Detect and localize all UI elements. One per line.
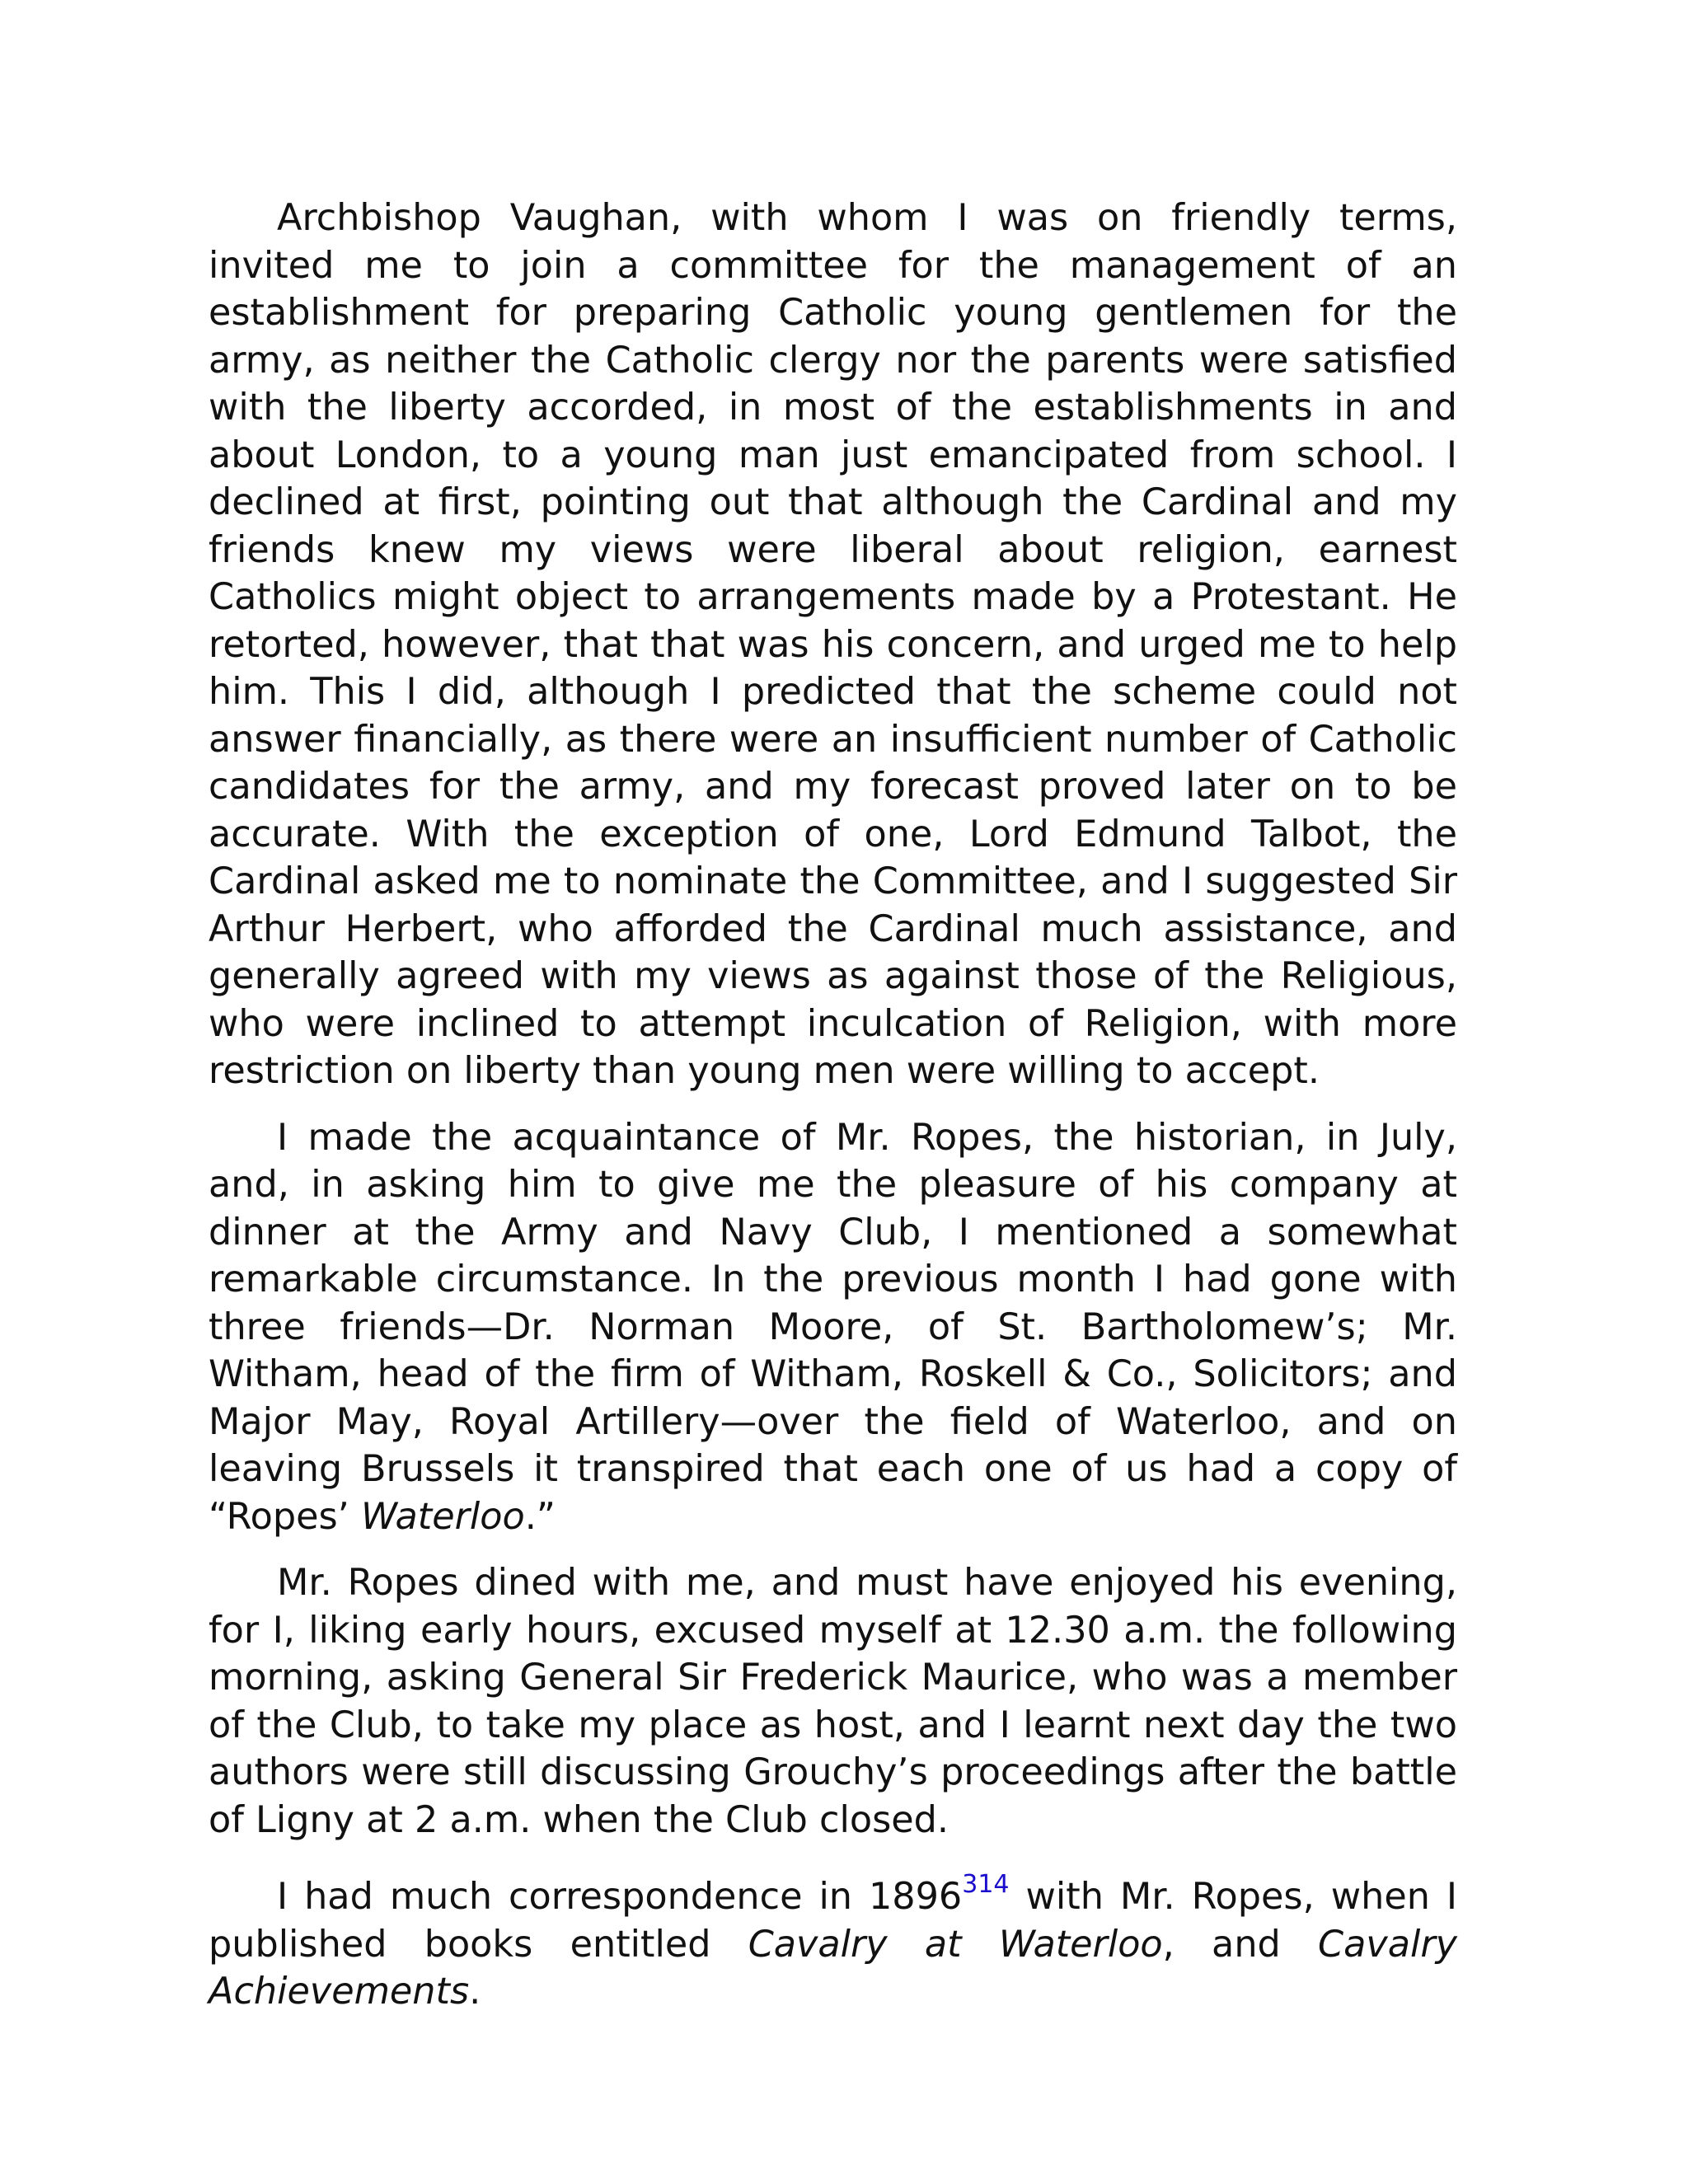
paragraph-text-sep: , and xyxy=(1162,1923,1319,1966)
paragraph-text-mid: with Mr. Ropes, when I published books entitled xyxy=(209,1876,1458,1966)
book-title-cavalry-at-waterloo: Cavalry at Waterloo xyxy=(748,1923,1163,1966)
book-title-cavalry-achievements: Cavalry Achievements xyxy=(209,1923,1457,2013)
paragraph-ropes-dinner: Mr. Ropes dined with me, and must have enjoyed his evening, for I, liking early hours, excused myself at 12.30 a.m. the following morning, asking General Sir Frederick Maurice, who was a member of the Club, to take my place as host, and I learnt next day the two authors were still discussing Grouchy’s proceedings after the battle of Ligny at 2 a.m. when the Club closed. xyxy=(209,1562,1457,1841)
paragraph-text: I made the acquaintance of Mr. Ropes, the historian, in July, and, in asking him to give me the pleasure of his company at dinner at the Army and Navy Club, I mentioned a somewhat remarkable circumstance. In the previous month I had gone with three friends—Dr. Norman Moore, of St. Bartholomew’s; Mr. Witham, head of the firm of Witham, Roskell & Co., Solicitors; and Major May, Royal Artillery—over the field of Waterloo, and on leaving Brussels it transpired that each one of us had a copy of “Ropes’ xyxy=(209,1116,1457,1538)
paragraph-ropes-acquaintance xyxy=(209,1114,1457,1541)
paragraph-text: I had much correspondence in 1896 xyxy=(277,1876,963,1918)
book-title-waterloo: Waterloo xyxy=(360,1495,525,1538)
paragraph-correspondence xyxy=(209,1870,1458,2016)
footnote-link-314[interactable]: 314 xyxy=(962,1870,1010,1899)
paragraph-vaughan-committee: Archbishop Vaughan, with whom I was on friendly terms, invited me to join a committee for the management of an establishment for preparing Catholic young gentlemen for the army, as neither the Catholic clergy nor the parents were satisfied with the liberty accorded, in most of the establishments in and about London, to a young man just emancipated from school. I declined at first, pointing out that although the Cardinal and my friends knew my views were liberal about religion, earnest Catholics might object to arrangements made by a Protestant. He retorted, however, that that was his concern, and urged me to help him. This I did, although I predicted that the scheme could not answer financially, as there were an insufficient number of Catholic candidates for the army, and my forecast proved later on to be accurate. With the exception of one, Lord Edmund Talbot, the Cardinal asked me to nominate the Committee, and I suggested Sir Arthur Herbert, who afforded the Cardinal much assistance, and generally agreed with my views as against those of the Religious, who were inclined to attempt inculcation of Religion, with more restriction on liberty than young men were willing to accept. xyxy=(209,197,1457,1092)
paragraph-text-end: .” xyxy=(524,1495,556,1538)
page-body xyxy=(209,194,1457,2016)
paragraph-text-end: . xyxy=(469,1971,481,2013)
